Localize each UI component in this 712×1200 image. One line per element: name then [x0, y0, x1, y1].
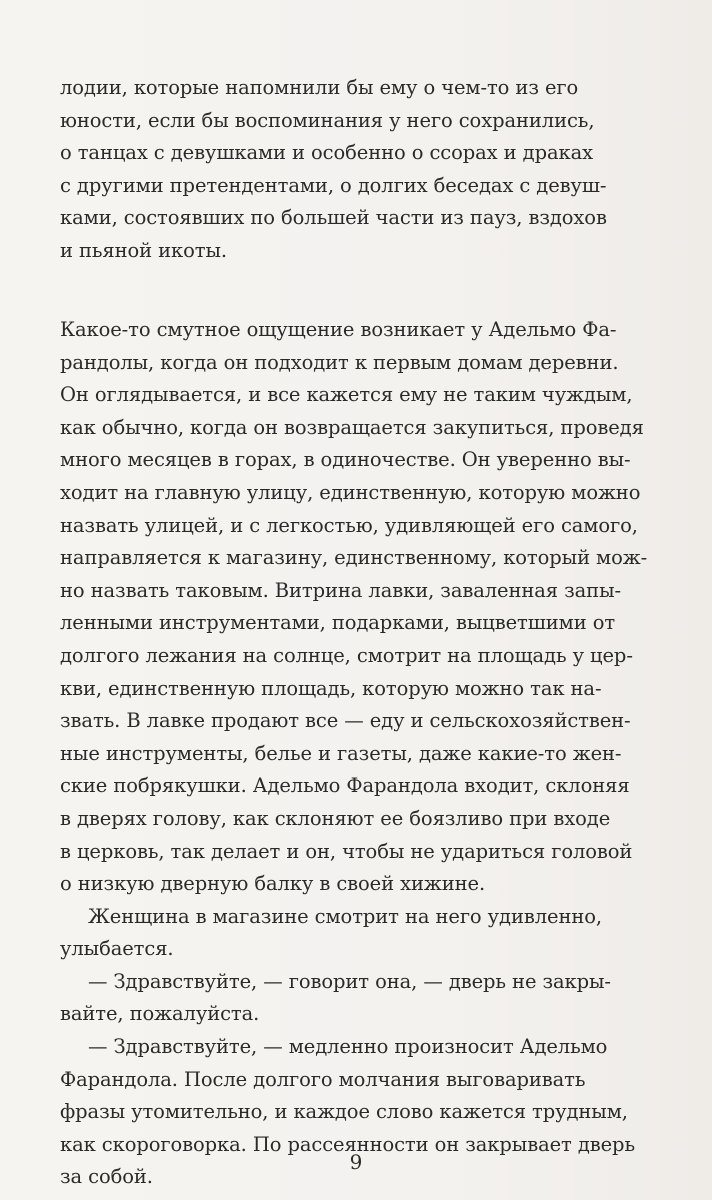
- text-line: Фарандола. После долгого молчания выговаривать: [60, 1067, 586, 1091]
- text-line: ские побрякушки. Адельмо Фарандола входит, склоняя: [60, 774, 630, 798]
- text-line: рандолы, когда он подходит к первым домам деревни.: [60, 350, 619, 374]
- text-line: за собой.: [60, 1165, 153, 1189]
- text-line: вайте, пожалуйста.: [60, 1002, 260, 1026]
- text-line: много месяцев в горах, в одиночестве. Он уверенно вы-: [60, 448, 631, 472]
- text-line: назвать улицей, и с легкостью, удивляющей его самого,: [60, 513, 638, 537]
- text-line: но назвать таковым. Витрина лавки, заваленная запы-: [60, 578, 621, 602]
- text-line: лодии, которые напомнили бы ему о чем-то из его: [60, 76, 579, 99]
- text-line: фразы утомительно, и каждое слово кажется трудным,: [60, 1100, 628, 1124]
- text-line: звать. В лавке продают все — еду и сельскохозяйствен-: [60, 709, 631, 733]
- text-line: юности, если бы воспоминания у него сохранились,: [60, 108, 595, 132]
- text-line: как обычно, когда он возвращается закупиться, проведя: [60, 415, 644, 439]
- text-line: ные инструменты, белье и газеты, даже какие-то жен-: [60, 741, 622, 765]
- text-line: как скороговорка. По рассеянности он закрывает дверь: [60, 1132, 635, 1156]
- text-line: Он оглядывается, и все кажется ему не таким чуждым,: [60, 383, 633, 407]
- text-line: и пьяной икоты.: [60, 238, 227, 262]
- paragraph-continuation: [60, 72, 640, 268]
- dialogue-line: — Здравствуйте, — медленно произносит Адельмо: [88, 1035, 608, 1059]
- text-line: о низкую дверную балку в своей хижине.: [60, 872, 486, 896]
- text-line: в церковь, так делает и он, чтобы не удариться головой: [60, 839, 633, 863]
- page-number: 9: [349, 1150, 363, 1174]
- text-line: ленными инструментами, подарками, выцветшими от: [60, 611, 616, 635]
- text-line: в дверях голову, как склоняют ее боязливо при входе: [60, 806, 611, 830]
- text-line: о танцах с девушками и особенно о ссорах и драках: [60, 141, 593, 165]
- text-line: кви, единственную площадь, которую можно так на-: [60, 676, 602, 700]
- dialogue-line: — Здравствуйте, — говорит она, — дверь не закры-: [88, 969, 611, 993]
- text-line: Какое-то смутное ощущение возникает у Адельмо Фа-: [60, 318, 617, 341]
- text-line: долгого лежания на солнце, смотрит на площадь у цер-: [60, 643, 633, 667]
- text-line: с другими претендентами, о долгих беседах с девуш-: [60, 173, 607, 197]
- text-line: Женщина в магазине смотрит на него удивленно,: [88, 904, 602, 928]
- text-line: ходит на главную улицу, единственную, которую можно: [60, 480, 641, 504]
- text-line: ками, состоявших по большей части из пауз, вздохов: [60, 206, 607, 230]
- main-section: [60, 314, 648, 1194]
- text-line: улыбается.: [60, 937, 174, 961]
- text-line: направляется к магазину, единственному, который мож-: [60, 546, 648, 570]
